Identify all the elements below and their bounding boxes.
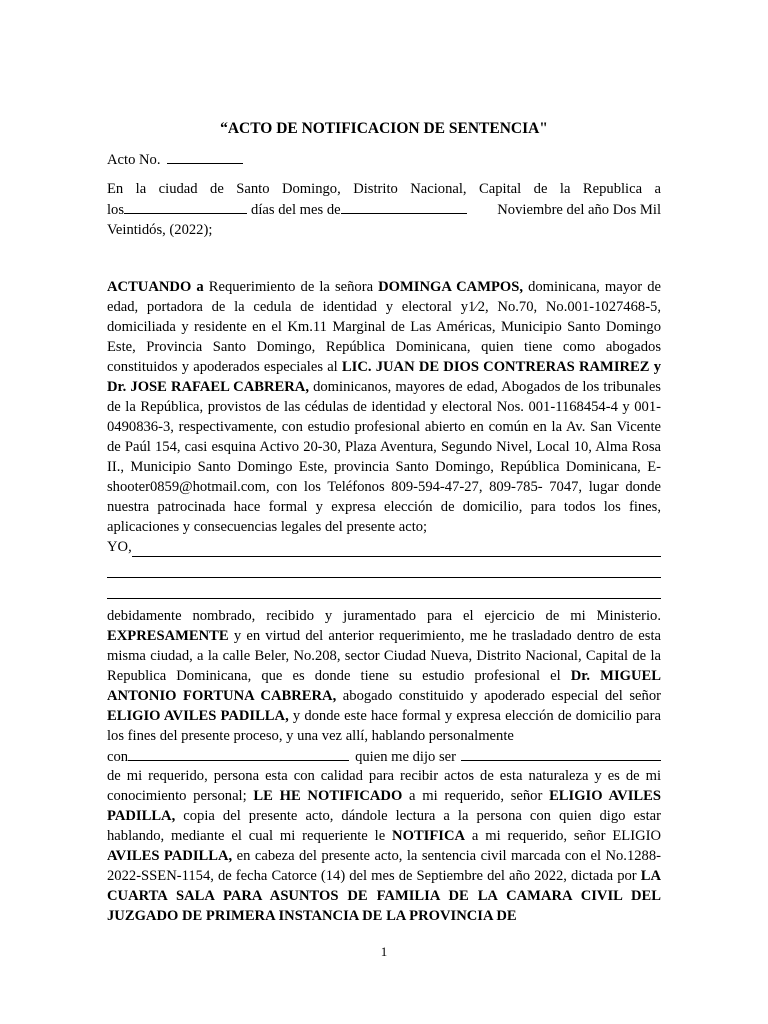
intro-line-2 (107, 199, 661, 220)
intro-day-blank (124, 199, 247, 214)
document-title: “ACTO DE NOTIFICACION DE SENTENCIA" (220, 120, 548, 137)
actuando-bold-1: ACTUANDO a (107, 279, 204, 295)
acto-number-blank (167, 149, 243, 164)
yo-block (107, 537, 661, 599)
expresamente-bold: EXPRESAMENTE (107, 628, 229, 644)
le-he-notificado-bold: LE HE NOTIFICADO (253, 788, 403, 804)
intro-month-blank (341, 199, 467, 214)
yo-blank-1 (132, 542, 661, 557)
yo-label: YO, (107, 539, 132, 555)
intro-line-1: En la ciudad de Santo Domingo, Distrito Nacional, Capital de la Republica a (107, 181, 661, 197)
ministerio-text-3: abogado constituido y apoderado especial del señor (336, 688, 661, 704)
intro-line-3: Veintidós, (2022); (107, 222, 213, 238)
yo-blank-2 (107, 562, 661, 578)
actuando-text (107, 277, 661, 537)
ministerio-text-5: de mi requerido, persona esta con calidad para recibir actos de esta naturaleza y es de mi conocimiento personal; (107, 768, 661, 804)
yo-blank-3 (107, 583, 661, 599)
ministerio-text-b (107, 766, 661, 926)
intro-los: los (107, 202, 125, 218)
ministerio-text-1: debidamente nombrado, recibido y juramentado para el ejercicio de mi Ministerio. (107, 608, 661, 624)
actuando-paragraph (107, 277, 661, 537)
page-number: 1 (380, 944, 388, 959)
opposing-lawyer-name: Dr. MIGUEL ANTONIO FORTUNA CABRERA, (107, 668, 661, 704)
notifica-bold: NOTIFICA (392, 828, 466, 844)
ministerio-paragraph (107, 606, 661, 926)
acto-number-label: Acto No. (107, 152, 161, 168)
actuando-text-3: dominicanos, mayores de edad, Abogados de los tribunales de la República, provistos de las cédulas de identidad y electoral Nos. 001-1168454-4 y 001-0490836-3, respectivamente, con estudio profesional abierto en común en la Av. San Vicente de Paúl 154, casi esquina Activo 20-30, Plaza Aventura, Segundo Nivel, Local 10, Alma Rosa II., Municipio Santo Domingo Este, provincia Santo Domingo, República Dominicana, E- shooter0859@hotmail.com, con los Teléfonos 809-594-47-27, 809-785- 7047, lugar donde nuestra patrocinada hace formal y expresa elección de domicilio, para todos los fines, aplicaciones y consecuencias legales del presente acto; (107, 379, 661, 535)
ministerio-text-a (107, 606, 661, 746)
actuando-text-1: Requerimiento de la señora (203, 279, 379, 295)
defendant-name-2: ELIGIO AVILES PADILLA, (107, 788, 661, 824)
defendant-name-1: ELIGIO AVILES PADILLA, (107, 708, 289, 724)
ministerio-text-9: en cabeza del presente acto, la sentencia civil marcada con el No.1288-2022-SSEN-1154, de fecha Catorce (14) del mes de Septiembre del año 2022, dictada por (107, 848, 661, 884)
dijo-blank (461, 746, 661, 761)
intro-dias: días del mes de (251, 202, 341, 218)
ministerio-text-7: copia del presente acto, dándole lectura a la persona con quien digo estar hablando, mediante el cual mi requeriente le (107, 808, 661, 844)
lawyers-names: LIC. JUAN DE DIOS CONTRERAS RAMIREZ y Dr. JOSE RAFAEL CABRERA, (107, 359, 661, 395)
con-line (107, 746, 661, 766)
court-name: LA CUARTA SALA PARA ASUNTOS DE FAMILIA DE LA CAMARA CIVIL DEL JUZGADO DE PRIMERA INSTANCIA DE LA PROVINCIA DE (107, 868, 661, 924)
ministerio-text-2: y en virtud del anterior requerimiento, me he trasladado dentro de esta misma ciudad, a la calle Beler, No.208, sector Ciudad Nueva, Distrito Nacional, Capital de la Republica Dominicana, que es donde tiene su estudio profesional el (107, 628, 661, 684)
con-label: con (107, 749, 129, 765)
yo-line-1 (107, 537, 661, 557)
intro-paragraph (107, 179, 661, 240)
defendant-name-3: AVILES PADILLA, (107, 848, 233, 864)
ministerio-text-4: y donde este hace formal y expresa elección de domicilio para los fines del presente proceso, y una vez allí, hablando personalmente (107, 708, 661, 744)
ministerio-text-8: a mi requerido, señor ELIGIO (465, 828, 662, 844)
intro-mes-rest: Noviembre del año Dos Mil (497, 202, 661, 218)
con-blank (128, 746, 349, 761)
actuando-text-2: dominicana, mayor de edad, portadora de la cedula de identidad y electoral y1⁄2, No.70, No.001-1027468-5, domiciliada y residente en el Km.11 Marginal de Las Américas, Municipio Santo Domingo Este, Provincia Santo Domingo, República Dominicana, quien tiene como abogados constituidos y apoderados especiales al (107, 279, 661, 375)
acto-number-line (107, 149, 661, 170)
dijo-label: quien me dijo ser (355, 749, 456, 765)
requester-name: DOMINGA CAMPOS, (378, 279, 524, 295)
ministerio-text-6: a mi requerido, señor (402, 788, 550, 804)
